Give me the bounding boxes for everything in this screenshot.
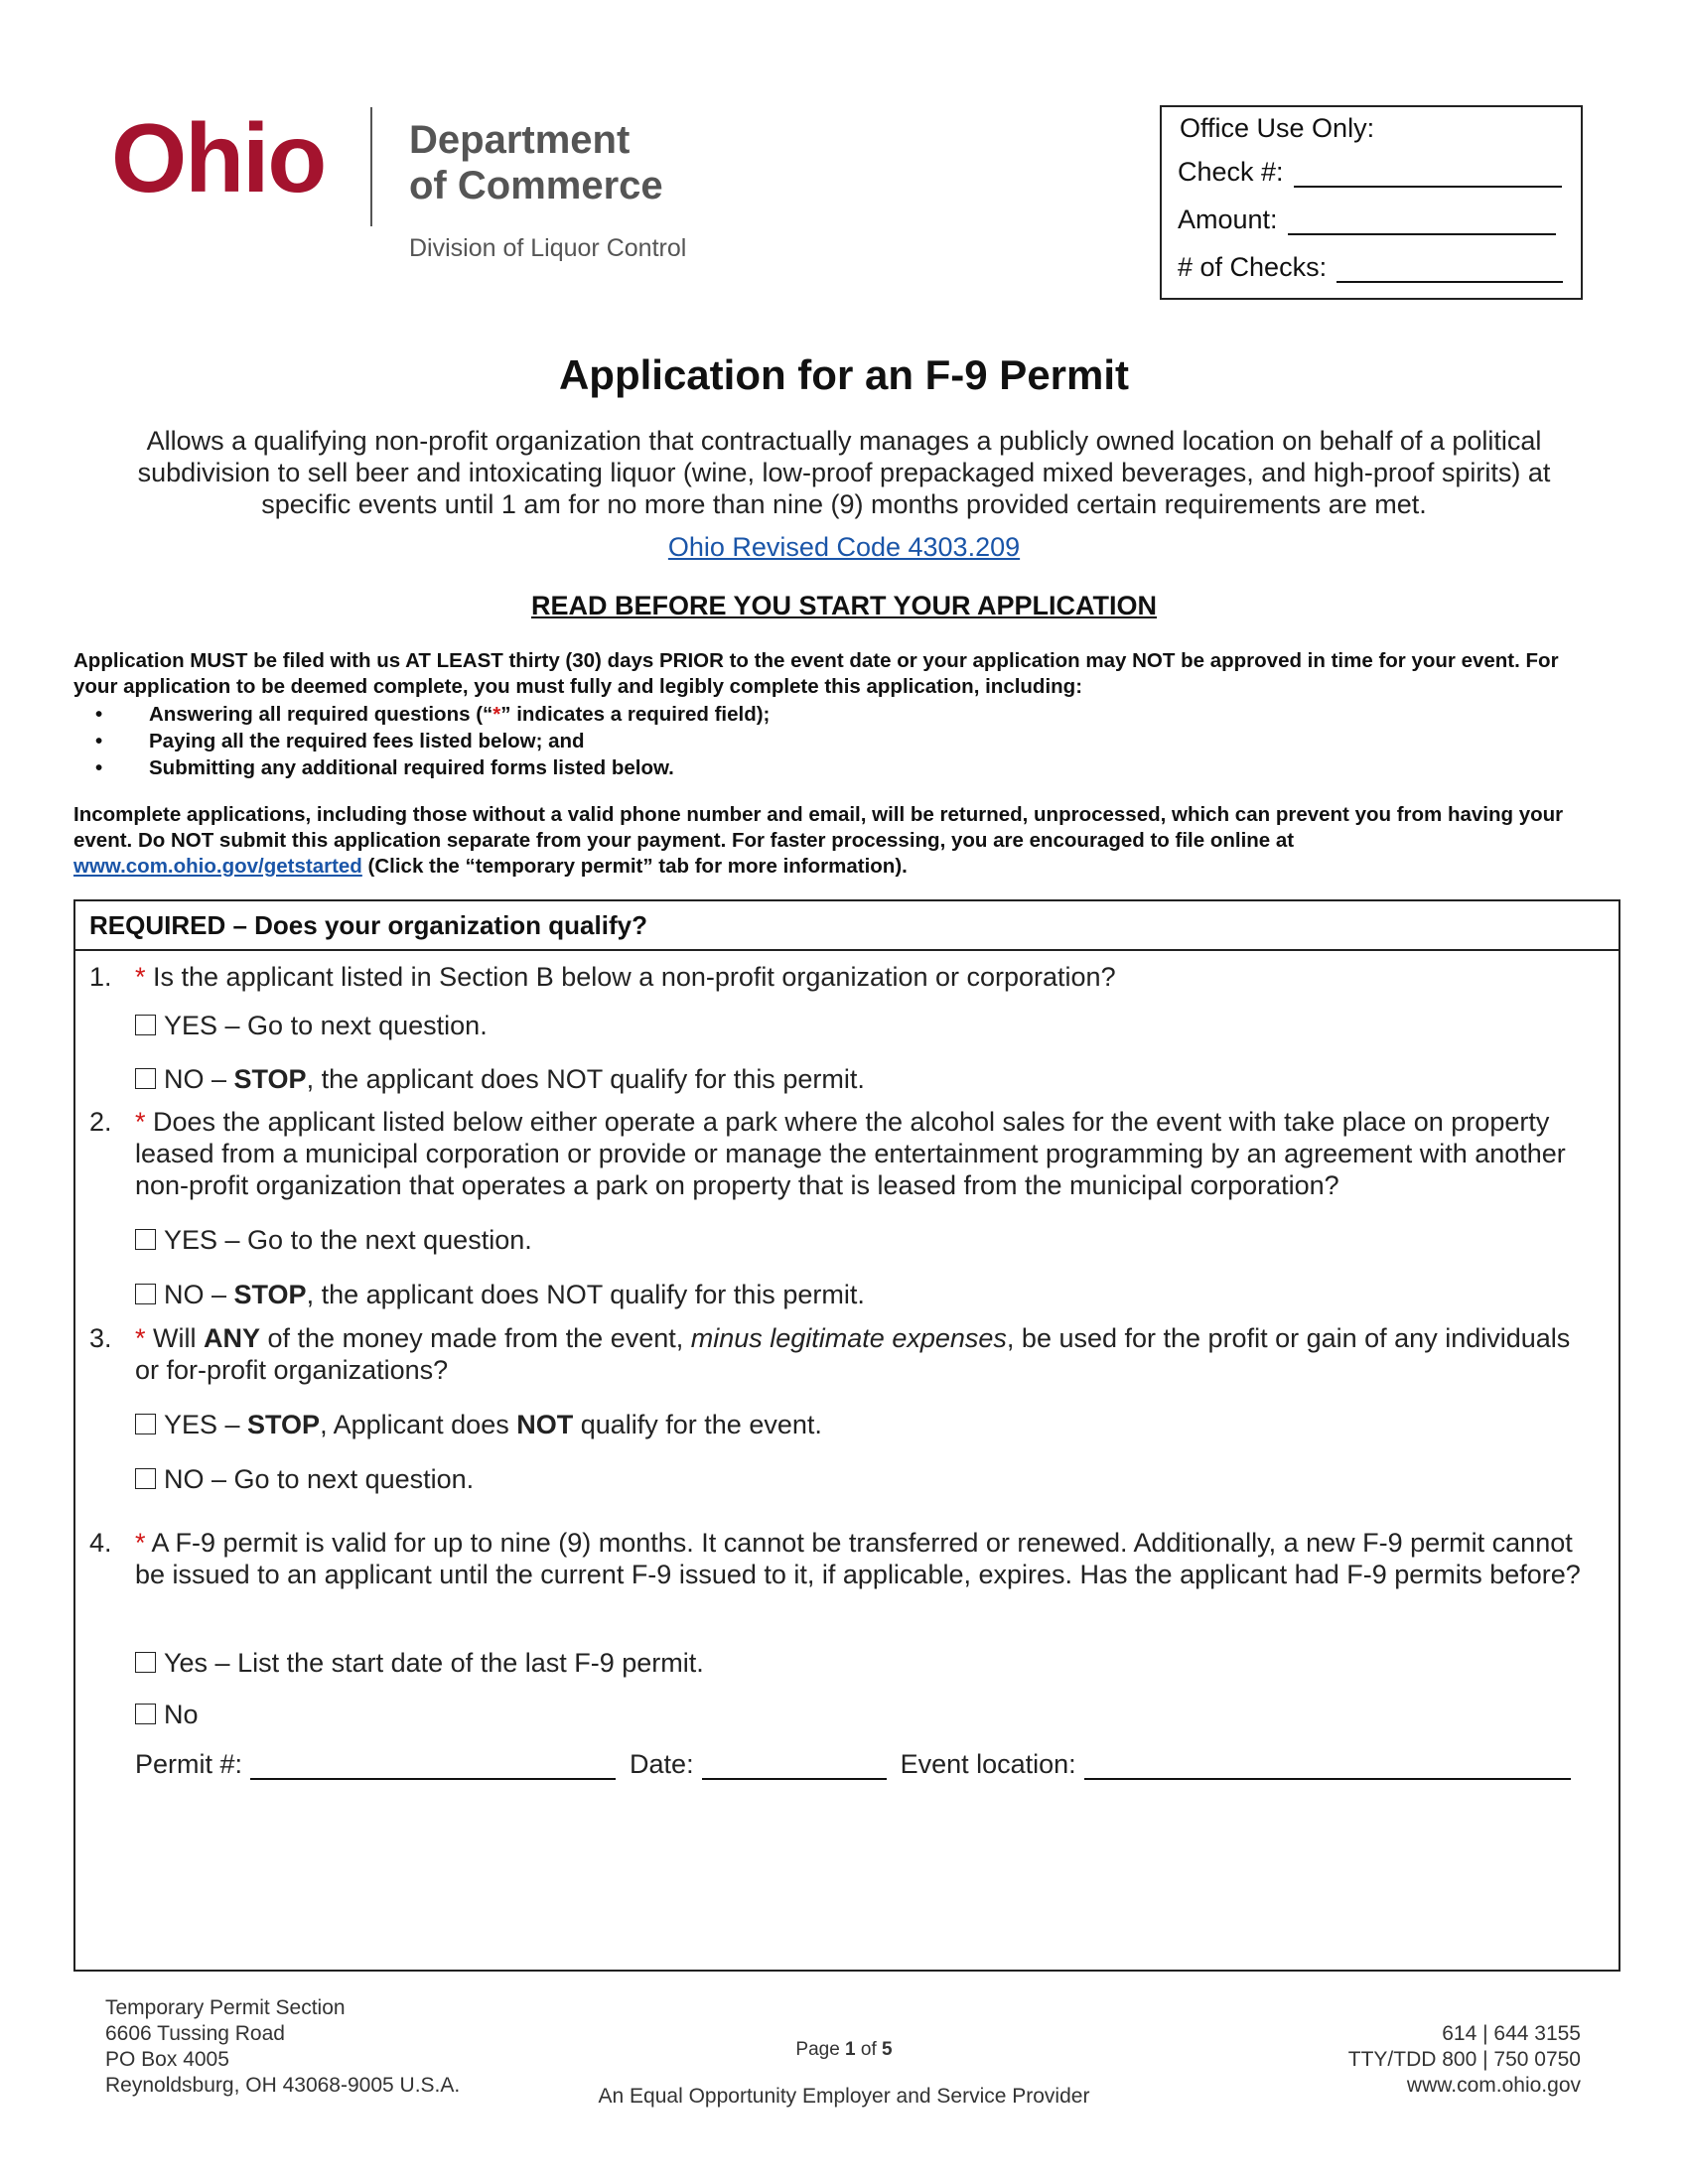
qualification-section [73, 899, 1620, 1972]
q4-yes-checkbox[interactable] [135, 1652, 156, 1673]
q1-yes-option[interactable]: YES – Go to next question. [135, 1011, 488, 1041]
question-3-number: 3. [89, 1323, 112, 1353]
logo-divider [370, 107, 372, 226]
intro-paragraph: Allows a qualifying non-profit organization that contractually manages a publicly owned location on behalf of a political subdivision to sell beer and intoxicating liquor (wine, low-proof prepackaged mixed beverages, and high-proof spirits) at specific events until 1 am for no more than nine (9) months provided certain requirements are met. [137, 426, 1551, 519]
question-2-number: 2. [89, 1107, 112, 1137]
footer-address: Temporary Permit Section 6606 Tussing Road PO Box 4005 Reynoldsburg, OH 43068-9005 U.S.A. [105, 1996, 461, 2097]
q2-no-option[interactable]: NO – STOP, the applicant does NOT qualify for this permit. [135, 1280, 865, 1310]
dept-line-1: Department [409, 118, 631, 162]
department-name [409, 117, 663, 208]
bullet-icon: • [95, 730, 103, 752]
question-2-text: * Does the applicant listed below either operate a park where the alcohol sales for the event with take place on property leased from a municipal corporation or provide or manage the entertainment programming by an agreement with another non-profit organization that operates a park on property that is leased from the municipal corporation? [135, 1107, 1566, 1200]
num-checks-row [1178, 252, 1563, 283]
q2-yes-checkbox[interactable] [135, 1229, 156, 1250]
division-name: Division of Liquor Control [409, 234, 687, 262]
q4-details-row [135, 1749, 1585, 1780]
bullet-icon: • [95, 703, 103, 726]
page-number: Page 1 of 5 [795, 2039, 893, 2060]
q3-yes-option[interactable]: YES – STOP, Applicant does NOT qualify for the event. [135, 1410, 822, 1440]
list-item: • Answering all required questions (“*” indicates a required field); [95, 703, 771, 726]
list-item: • Submitting any additional required forms listed below. [95, 756, 674, 779]
getstarted-link[interactable]: www.com.ohio.gov/getstarted [73, 855, 362, 878]
equal-opportunity-statement: An Equal Opportunity Employer and Service Provider [598, 2085, 1090, 2108]
date-field[interactable] [702, 1752, 887, 1780]
q3-no-option[interactable]: NO – Go to next question. [135, 1464, 474, 1495]
q4-no-option[interactable]: No [135, 1700, 199, 1730]
question-4-number: 4. [89, 1528, 112, 1558]
check-number-label: Check #: [1178, 157, 1284, 187]
event-location-label: Event location: [900, 1749, 1076, 1779]
q3-no-checkbox[interactable] [135, 1468, 156, 1489]
num-checks-line [1336, 255, 1563, 283]
dept-line-2: of Commerce [409, 164, 663, 207]
ohio-revised-code-link[interactable]: Ohio Revised Code 4303.209 [667, 532, 1021, 562]
office-use-title: Office Use Only: [1180, 113, 1375, 143]
event-location-field[interactable] [1084, 1752, 1571, 1780]
question-1-number: 1. [89, 962, 112, 992]
q2-yes-option[interactable]: YES – Go to the next question. [135, 1225, 532, 1256]
q1-yes-checkbox[interactable] [135, 1015, 156, 1035]
bullet-icon: • [95, 756, 103, 779]
permit-number-label: Permit #: [135, 1749, 243, 1779]
q1-no-option[interactable]: NO – STOP, the applicant does NOT qualify for this permit. [135, 1064, 865, 1095]
amount-line [1288, 207, 1556, 235]
page-title: Application for an F-9 Permit [558, 351, 1130, 398]
list-item: • Paying all the required fees listed below; and [95, 730, 585, 752]
ohio-logo: Ohio [111, 103, 326, 212]
question-3-text: * Will ANY of the money made from the event, minus legitimate expenses, be used for the profit or gain of any individuals or for-profit organizations? [135, 1323, 1571, 1385]
q3-yes-checkbox[interactable] [135, 1414, 156, 1434]
question-1-text: * Is the applicant listed in Section B below a non-profit organization or corporation? [135, 962, 1116, 992]
q4-no-checkbox[interactable] [135, 1704, 156, 1724]
amount-label: Amount: [1178, 205, 1278, 234]
filing-notice: Application MUST be filed with us AT LEAST thirty (30) days PRIOR to the event date or your application may NOT be approved in time for your event. For your application to be deemed complete, you must fully and legibly complete this application, including: [73, 649, 1559, 698]
q4-yes-option[interactable]: Yes – List the start date of the last F-9 permit. [135, 1648, 704, 1679]
num-checks-label: # of Checks: [1178, 252, 1328, 282]
check-number-line [1294, 160, 1562, 188]
requirements-list [95, 701, 770, 781]
permit-number-field[interactable] [250, 1752, 616, 1780]
footer-contact: 614 | 644 3155 TTY/TDD 800 | 750 0750 www.com.ohio.gov [1347, 2022, 1581, 2097]
read-before-heading: READ BEFORE YOU START YOUR APPLICATION [530, 591, 1158, 620]
q1-no-checkbox[interactable] [135, 1068, 156, 1089]
check-number-row [1178, 157, 1562, 188]
section-heading: REQUIRED – Does your organization qualify? [89, 910, 647, 940]
question-4-text: * A F-9 permit is valid for up to nine (9) months. It cannot be transferred or renewed. Additionally, a new F-9 permit cannot be issued to an applicant until the current F-9 issued to it, if applicable, expires. Has the applicant had F-9 permits before? [135, 1528, 1581, 1589]
amount-row [1178, 205, 1556, 235]
section-heading-bar [75, 901, 1618, 951]
q2-no-checkbox[interactable] [135, 1284, 156, 1304]
incomplete-notice: Incomplete applications, including those without a valid phone number and email, will be returned, unprocessed, which can prevent you from having your event. Do NOT submit this application separate from your payment. For faster processing, you are encouraged to file online at www.com.ohio.gov/getstarted (Click the “temporary permit” tab for more information). [73, 803, 1564, 878]
date-label: Date: [630, 1749, 694, 1779]
office-use-box [1160, 105, 1583, 300]
